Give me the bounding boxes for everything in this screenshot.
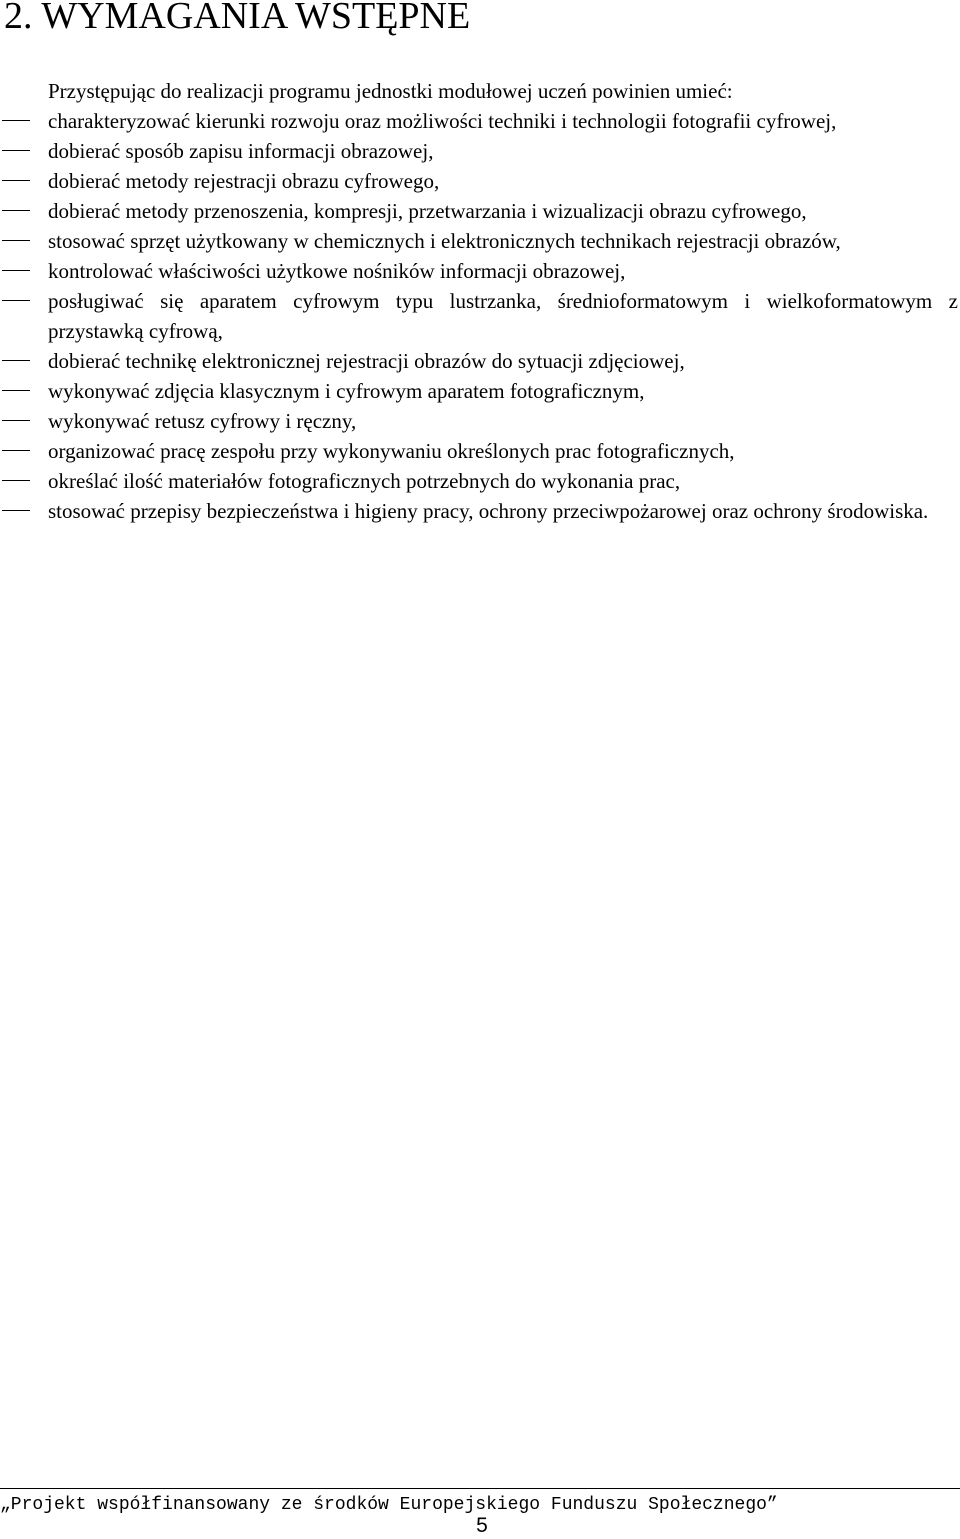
- list-item-text: dobierać metody przenoszenia, kompresji, przetwarzania i wizualizacji obrazu cyfrowego,: [48, 199, 807, 223]
- list-item-text: wykonywać retusz cyfrowy i ręczny,: [48, 409, 357, 433]
- list-item: [0, 406, 958, 436]
- list-item-text: stosować przepisy bezpieczeństwa i higieny pracy, ochrony przeciwpożarowej oraz ochrony środowiska.: [48, 499, 929, 523]
- list-item-text: dobierać sposób zapisu informacji obrazowej,: [48, 139, 434, 163]
- list-item: [0, 256, 958, 286]
- list-item-text: wykonywać zdjęcia klasycznym i cyfrowym aparatem fotograficznym,: [48, 379, 645, 403]
- list-item-text: dobierać technikę elektronicznej rejestracji obrazów do sytuacji zdjęciowej,: [48, 349, 685, 373]
- requirements-list: [0, 106, 960, 526]
- list-item: [0, 376, 958, 406]
- list-item-text: posługiwać się aparatem cyfrowym typu lustrzanka, średnioformatowym i wielkoformatowym z przystawką cyfrową,: [48, 289, 958, 343]
- dash-bullet-icon: [2, 210, 30, 211]
- dash-bullet-icon: [2, 120, 30, 121]
- dash-bullet-icon: [2, 480, 30, 481]
- dash-bullet-icon: [2, 420, 30, 421]
- dash-bullet-icon: [2, 270, 30, 271]
- dash-bullet-icon: [2, 180, 30, 181]
- list-item: [0, 196, 958, 226]
- footer-text: „Projekt współfinansowany ze środków Europejskiego Funduszu Społecznego”: [0, 1495, 778, 1515]
- list-item: [0, 106, 958, 136]
- footer-divider: [0, 1488, 960, 1489]
- list-item: [0, 226, 958, 256]
- list-item-text: dobierać metody rejestracji obrazu cyfrowego,: [48, 169, 440, 193]
- list-item: [0, 436, 958, 466]
- dash-bullet-icon: [2, 360, 30, 361]
- dash-bullet-icon: [2, 390, 30, 391]
- list-item: [0, 496, 958, 526]
- list-item: [0, 136, 958, 166]
- list-item-text: kontrolować właściwości użytkowe nośników informacji obrazowej,: [48, 259, 626, 283]
- list-item: [0, 466, 958, 496]
- list-item-text: organizować pracę zespołu przy wykonywaniu określonych prac fotograficznych,: [48, 439, 735, 463]
- intro-text: Przystępując do realizacji programu jednostki modułowej uczeń powinien umieć:: [48, 79, 733, 103]
- list-item: [0, 346, 958, 376]
- dash-bullet-icon: [2, 240, 30, 241]
- list-item-text: stosować sprzęt użytkowany w chemicznych i elektronicznych technikach rejestracji obrazów,: [48, 229, 841, 253]
- dash-bullet-icon: [2, 300, 30, 301]
- list-item: [0, 166, 958, 196]
- list-item-text: określać ilość materiałów fotograficznych potrzebnych do wykonania prac,: [48, 469, 681, 493]
- section-heading: 2. WYMAGANIA WSTĘPNE: [4, 0, 471, 37]
- list-item-text: charakteryzować kierunki rozwoju oraz możliwości techniki i technologii fotografii cyfrowej,: [48, 109, 837, 133]
- list-item: [0, 286, 958, 346]
- dash-bullet-icon: [2, 450, 30, 451]
- dash-bullet-icon: [2, 150, 30, 151]
- page-number: 5: [476, 1514, 488, 1537]
- dash-bullet-icon: [2, 510, 30, 511]
